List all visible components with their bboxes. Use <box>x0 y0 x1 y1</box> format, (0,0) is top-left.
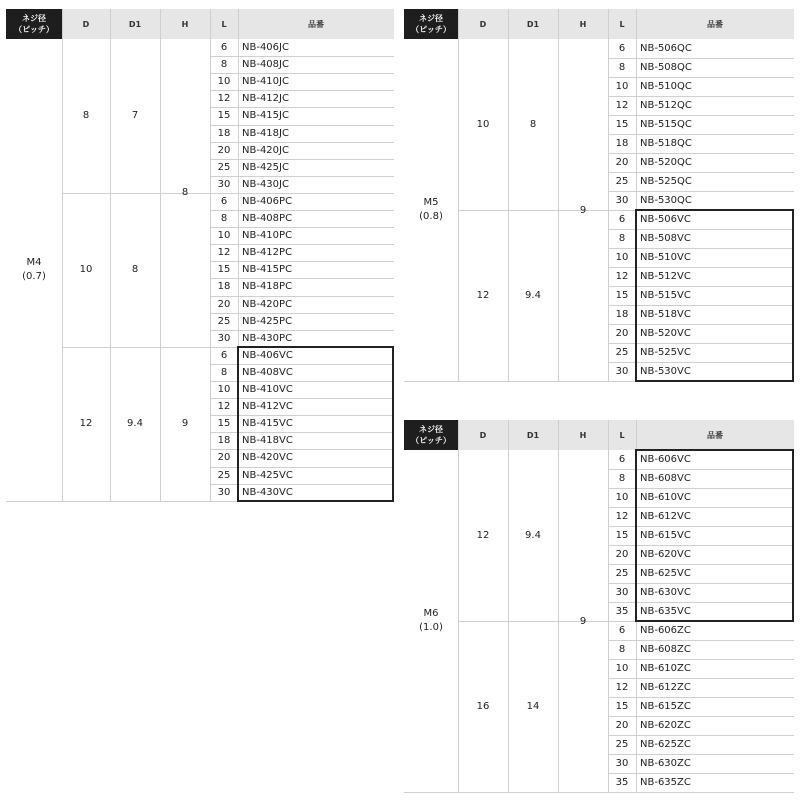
part-number-cell: NB-512VC <box>640 271 691 282</box>
header-d1: D1 <box>508 420 558 450</box>
part-number-cell: NB-430VC <box>242 486 293 498</box>
header-pitch-label: （ピッチ） <box>14 25 54 34</box>
part-number-cell: NB-408JC <box>242 59 289 71</box>
part-number-cell: NB-406PC <box>242 195 293 207</box>
part-number-cell: NB-612VC <box>640 511 691 522</box>
length-cell: 10 <box>217 384 231 396</box>
part-number-cell: NB-515QC <box>640 119 692 130</box>
length-cell: 10 <box>615 663 629 674</box>
length-cell: 15 <box>217 264 231 276</box>
table-m5 <box>404 9 794 383</box>
column-divider <box>508 420 509 792</box>
diameter-d-cell: 12 <box>476 530 490 541</box>
highlight-box <box>635 209 794 382</box>
part-number-cell: NB-606VC <box>640 454 691 465</box>
length-cell: 25 <box>217 315 231 327</box>
part-number-cell: NB-410PC <box>242 230 293 242</box>
part-number-cell: NB-420JC <box>242 144 289 156</box>
header-l: L <box>210 9 238 39</box>
diameter-d-cell: 8 <box>82 110 90 122</box>
header-part-number: 品番 <box>636 420 794 450</box>
length-cell: 6 <box>618 214 626 225</box>
length-cell: 8 <box>220 59 228 71</box>
part-number-cell: NB-530VC <box>640 366 691 377</box>
part-number-cell: NB-412VC <box>242 401 293 413</box>
length-cell: 12 <box>615 271 629 282</box>
part-number-cell: NB-530QC <box>640 195 692 206</box>
part-number-cell: NB-506VC <box>640 214 691 225</box>
part-number-cell: NB-418PC <box>242 281 293 293</box>
length-cell: 25 <box>615 568 629 579</box>
part-number-cell: NB-510QC <box>640 81 692 92</box>
height-h-cell: 8 <box>181 187 189 199</box>
height-h-cell: 9 <box>181 418 189 430</box>
length-cell: 30 <box>615 758 629 769</box>
header-thread-label: ネジ径 <box>419 425 443 434</box>
part-number-cell: NB-412JC <box>242 93 289 105</box>
thread-size: M5 <box>423 197 439 208</box>
part-number-cell: NB-406JC <box>242 42 289 54</box>
part-number-cell: NB-412PC <box>242 247 293 259</box>
thread-pitch: (0.8) <box>419 211 443 222</box>
thread-pitch-cell <box>404 39 458 381</box>
diameter-d1-cell: 9.4 <box>525 530 541 541</box>
header-part-number: 品番 <box>636 9 794 39</box>
part-number-cell: NB-508VC <box>640 233 691 244</box>
length-cell: 6 <box>618 625 626 636</box>
part-number-cell: NB-510VC <box>640 252 691 263</box>
part-number-cell: NB-615VC <box>640 530 691 541</box>
header-l: L <box>608 9 636 39</box>
row-divider <box>62 193 394 194</box>
column-divider <box>608 9 609 381</box>
part-number-cell: NB-506QC <box>640 43 692 54</box>
length-cell: 10 <box>217 230 231 242</box>
length-cell: 8 <box>220 213 228 225</box>
length-cell: 8 <box>220 366 228 378</box>
part-number-cell: NB-610ZC <box>640 663 691 674</box>
header-h: H <box>558 420 608 450</box>
part-number-cell: NB-420PC <box>242 298 293 310</box>
length-cell: 8 <box>618 644 626 655</box>
part-number-cell: NB-625ZC <box>640 739 691 750</box>
length-cell: 18 <box>217 435 231 447</box>
header-part-number: 品番 <box>238 9 394 39</box>
length-cell: 20 <box>217 298 231 310</box>
part-number-cell: NB-635VC <box>640 606 691 617</box>
part-number-cell: NB-430PC <box>242 332 293 344</box>
header-pitch-label: （ピッチ） <box>411 436 451 445</box>
length-cell: 15 <box>615 530 629 541</box>
diameter-d-cell: 12 <box>79 418 93 430</box>
highlight-box <box>635 449 794 622</box>
thread-pitch: (0.7) <box>22 270 46 282</box>
thread-pitch-cell <box>6 39 62 501</box>
column-divider <box>508 9 509 381</box>
length-cell: 15 <box>615 701 629 712</box>
length-cell: 18 <box>615 138 629 149</box>
part-number-cell: NB-425VC <box>242 469 293 481</box>
header-d1: D1 <box>110 9 160 39</box>
length-cell: 12 <box>217 247 231 259</box>
length-cell: 10 <box>217 76 231 88</box>
diameter-d1-cell: 8 <box>529 119 537 130</box>
highlight-box <box>237 346 394 502</box>
thread-size: M6 <box>423 608 439 619</box>
length-cell: 25 <box>615 739 629 750</box>
column-divider <box>558 9 559 381</box>
length-cell: 10 <box>615 81 629 92</box>
diameter-d1-cell: 9.4 <box>127 418 143 430</box>
diameter-d-cell: 10 <box>79 264 93 276</box>
row-divider <box>404 792 794 793</box>
thread-size: M4 <box>26 256 42 268</box>
length-cell: 20 <box>615 157 629 168</box>
length-cell: 8 <box>618 473 626 484</box>
length-cell: 10 <box>615 252 629 263</box>
length-cell: 12 <box>217 93 231 105</box>
part-number-cell: NB-620ZC <box>640 720 691 731</box>
table-m4 <box>6 9 394 503</box>
length-cell: 18 <box>217 281 231 293</box>
column-divider <box>110 9 111 501</box>
column-divider <box>608 420 609 792</box>
part-number-cell: NB-525VC <box>640 347 691 358</box>
length-cell: 18 <box>615 309 629 320</box>
length-cell: 20 <box>217 144 231 156</box>
header-pitch-label: （ピッチ） <box>411 25 451 34</box>
part-number-cell: NB-610VC <box>640 492 691 503</box>
column-divider <box>210 9 211 501</box>
part-number-cell: NB-408VC <box>242 366 293 378</box>
length-cell: 6 <box>618 454 626 465</box>
part-number-cell: NB-625VC <box>640 568 691 579</box>
column-divider <box>558 420 559 792</box>
part-number-cell: NB-410JC <box>242 76 289 88</box>
row-divider <box>160 347 210 348</box>
length-cell: 20 <box>615 549 629 560</box>
length-cell: 10 <box>615 492 629 503</box>
part-number-cell: NB-425PC <box>242 315 293 327</box>
diameter-d1-cell: 7 <box>131 110 139 122</box>
diameter-d1-cell: 8 <box>131 264 139 276</box>
length-cell: 18 <box>217 127 231 139</box>
part-number-cell: NB-518QC <box>640 138 692 149</box>
length-cell: 6 <box>220 42 228 54</box>
header-d1: D1 <box>508 9 558 39</box>
height-h-cell: 9 <box>579 615 587 627</box>
length-cell: 6 <box>220 195 228 207</box>
length-cell: 15 <box>217 110 231 122</box>
diameter-d-cell: 10 <box>476 119 490 130</box>
table-m6 <box>404 420 794 794</box>
header-h: H <box>160 9 210 39</box>
part-number-cell: NB-430JC <box>242 178 289 190</box>
part-number-cell: NB-425JC <box>242 161 289 173</box>
column-divider <box>458 9 459 381</box>
length-cell: 12 <box>615 511 629 522</box>
length-cell: 35 <box>615 606 629 617</box>
header-thread-label: ネジ径 <box>22 14 46 23</box>
part-number-cell: NB-418VC <box>242 435 293 447</box>
part-number-cell: NB-418JC <box>242 127 289 139</box>
part-number-cell: NB-518VC <box>640 309 691 320</box>
part-number-cell: NB-525QC <box>640 176 692 187</box>
part-number-cell: NB-520VC <box>640 328 691 339</box>
header-thread-pitch <box>6 9 62 39</box>
header-thread-pitch <box>404 420 458 450</box>
header-h: H <box>558 9 608 39</box>
header-thread-pitch <box>404 9 458 39</box>
diameter-d1-cell: 9.4 <box>525 290 541 301</box>
length-cell: 25 <box>217 469 231 481</box>
length-cell: 12 <box>615 682 629 693</box>
length-cell: 12 <box>615 100 629 111</box>
part-number-cell: NB-612ZC <box>640 682 691 693</box>
part-number-cell: NB-630VC <box>640 587 691 598</box>
part-number-cell: NB-630ZC <box>640 758 691 769</box>
length-cell: 20 <box>615 328 629 339</box>
column-divider <box>62 9 63 501</box>
length-cell: 30 <box>217 486 231 498</box>
length-cell: 15 <box>615 119 629 130</box>
length-cell: 25 <box>615 176 629 187</box>
diameter-d1-cell: 14 <box>526 701 540 712</box>
column-divider <box>160 9 161 501</box>
diameter-d-cell: 12 <box>476 290 490 301</box>
part-number-cell: NB-620VC <box>640 549 691 560</box>
length-cell: 20 <box>615 720 629 731</box>
header-l: L <box>608 420 636 450</box>
part-number-cell: NB-615ZC <box>640 701 691 712</box>
length-cell: 30 <box>217 178 231 190</box>
header-d: D <box>458 420 508 450</box>
part-number-cell: NB-515VC <box>640 290 691 301</box>
length-cell: 15 <box>615 290 629 301</box>
part-number-cell: NB-408PC <box>242 213 293 225</box>
header-d: D <box>62 9 110 39</box>
length-cell: 30 <box>615 195 629 206</box>
column-divider <box>458 420 459 792</box>
thread-pitch: (1.0) <box>419 622 443 633</box>
length-cell: 8 <box>618 233 626 244</box>
part-number-cell: NB-635ZC <box>640 777 691 788</box>
thread-pitch-cell <box>404 450 458 792</box>
part-number-cell: NB-415PC <box>242 264 293 276</box>
length-cell: 6 <box>220 349 228 361</box>
length-cell: 6 <box>618 43 626 54</box>
part-number-cell: NB-420VC <box>242 452 293 464</box>
part-number-cell: NB-608VC <box>640 473 691 484</box>
length-cell: 12 <box>217 401 231 413</box>
part-number-cell: NB-512QC <box>640 100 692 111</box>
length-cell: 30 <box>217 332 231 344</box>
part-number-cell: NB-415JC <box>242 110 289 122</box>
header-thread-label: ネジ径 <box>419 14 443 23</box>
header-d: D <box>458 9 508 39</box>
part-number-cell: NB-410VC <box>242 384 293 396</box>
length-cell: 8 <box>618 62 626 73</box>
part-number-cell: NB-508QC <box>640 62 692 73</box>
part-number-cell: NB-608ZC <box>640 644 691 655</box>
part-number-cell: NB-406VC <box>242 349 293 361</box>
length-cell: 25 <box>615 347 629 358</box>
length-cell: 30 <box>615 366 629 377</box>
diameter-d-cell: 16 <box>476 701 490 712</box>
height-h-cell: 9 <box>579 204 587 216</box>
length-cell: 30 <box>615 587 629 598</box>
length-cell: 25 <box>217 161 231 173</box>
length-cell: 35 <box>615 777 629 788</box>
part-number-cell: NB-606ZC <box>640 625 691 636</box>
length-cell: 20 <box>217 452 231 464</box>
length-cell: 15 <box>217 418 231 430</box>
part-number-cell: NB-520QC <box>640 157 692 168</box>
part-number-cell: NB-415VC <box>242 418 293 430</box>
